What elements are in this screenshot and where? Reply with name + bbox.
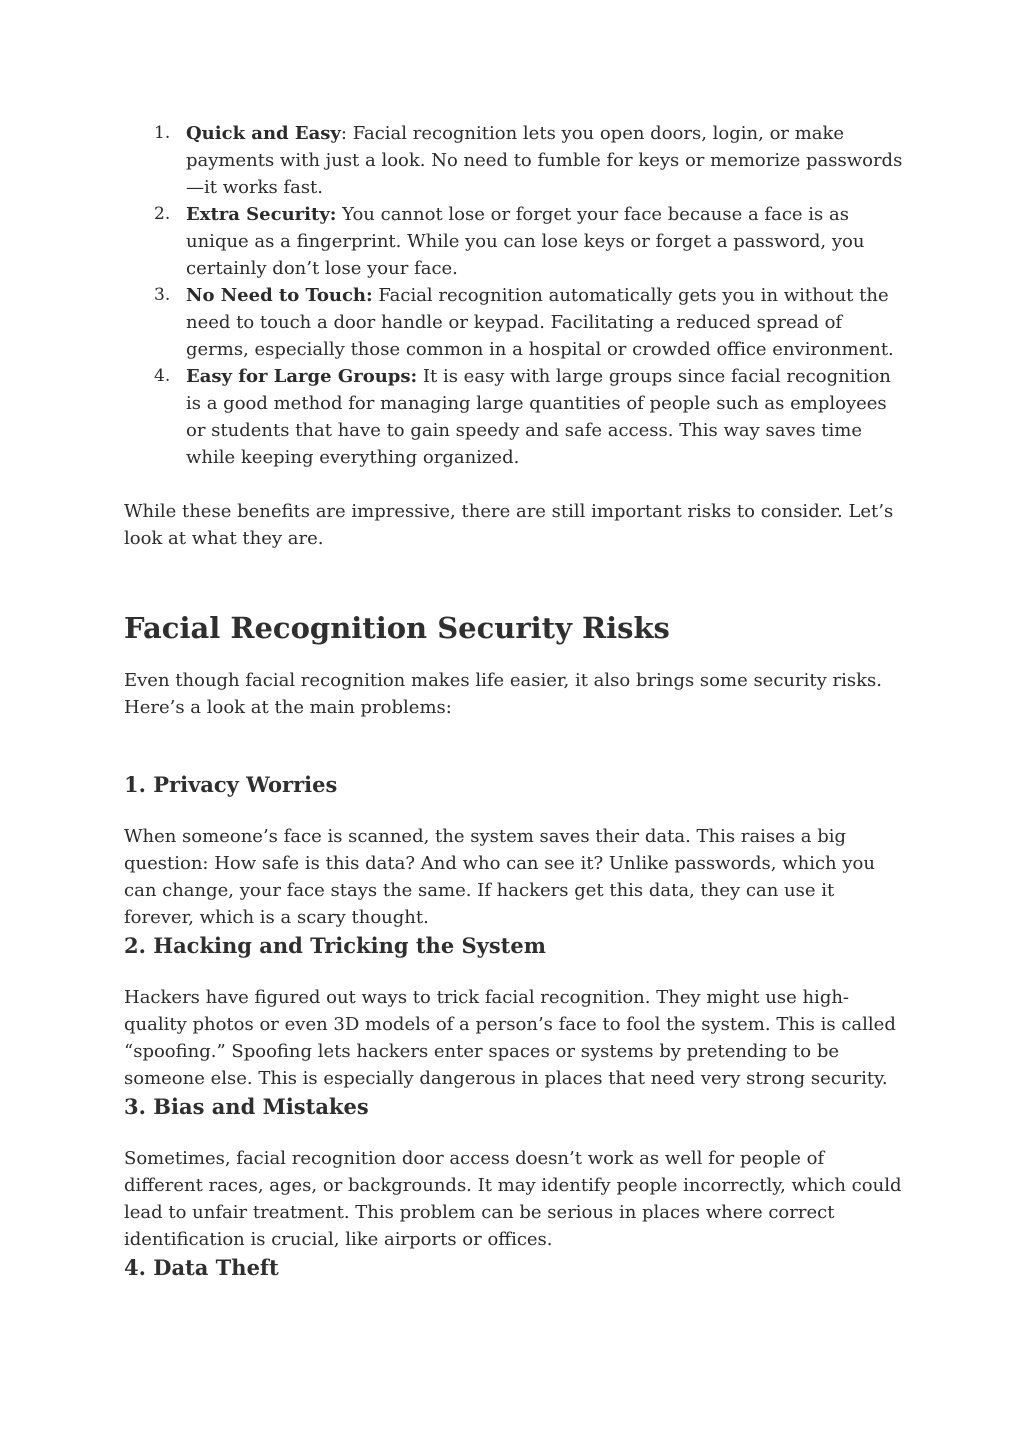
benefit-text: You cannot lose or forget your face because a face is as unique as a fingerprint. While you can lose keys or forget a password, you certainly don’t lose your face. bbox=[186, 204, 865, 279]
list-number: 3. bbox=[154, 285, 171, 305]
benefit-separator: : bbox=[340, 123, 347, 144]
benefits-list bbox=[124, 120, 904, 471]
benefit-title: Easy for Large Groups: bbox=[186, 366, 418, 387]
list-number: 1. bbox=[154, 123, 171, 143]
risks-heading: Facial Recognition Security Risks bbox=[124, 611, 670, 645]
risks-intro-paragraph: Even though facial recognition makes life easier, it also brings some security risks. Here’s a look at the main problems: bbox=[124, 670, 882, 718]
benefit-text: Facial recognition lets you open doors, login, or make payments with just a look. No need to fumble for keys or memorize passwords—it works fast. bbox=[186, 123, 903, 198]
benefit-text: It is easy with large groups since facial recognition is a good method for managing large quantities of people such as employees or students that have to gain speedy and safe access. This way saves time while keeping everything organized. bbox=[186, 366, 891, 468]
list-number: 2. bbox=[154, 204, 171, 224]
benefit-item-easy-for-large-groups bbox=[124, 363, 904, 471]
transition-paragraph: While these benefits are impressive, there are still important risks to consider. Let’s look at what they are. bbox=[124, 501, 894, 549]
list-number: 4. bbox=[154, 366, 171, 386]
section-body-hacking: Hackers have figured out ways to trick facial recognition. They might use high-quality photos or even 3D models of a person’s face to fool the system. This is called “spoofing.” Spoofing lets hackers enter spaces or systems by pretending to be someone else. This is especially dangerous in places that need very strong security. bbox=[124, 987, 896, 1089]
section-body-bias-and-mistakes: Sometimes, facial recognition door access doesn’t work as well for people of different races, ages, or backgrounds. It may identify people incorrectly, which could lead to unfair treatment. This problem can be serious in places where correct identification is crucial, like airports or offices. bbox=[124, 1148, 902, 1250]
benefit-title: Quick and Easy bbox=[186, 123, 341, 144]
section-heading-bias-and-mistakes: 3. Bias and Mistakes bbox=[124, 1094, 369, 1119]
benefit-title: No Need to Touch: bbox=[186, 285, 373, 306]
section-body-privacy-worries: When someone’s face is scanned, the system saves their data. This raises a big question: How safe is this data? And who can see it? Unlike passwords, which you can change, your face stays the same. If hackers get this data, they can use it forever, which is a scary thought. bbox=[124, 826, 875, 928]
benefit-text: Facial recognition automatically gets you in without the need to touch a door handle or keypad. Facilitating a reduced spread of germs, especially those common in a hospital or crowded office environment. bbox=[186, 285, 894, 360]
benefit-item-quick-and-easy bbox=[124, 120, 904, 201]
document-page bbox=[124, 120, 904, 1282]
section-heading-privacy-worries: 1. Privacy Worries bbox=[124, 772, 338, 797]
benefit-title: Extra Security: bbox=[186, 204, 337, 225]
benefit-item-no-need-to-touch bbox=[124, 282, 904, 363]
section-heading-hacking: 2. Hacking and Tricking the System bbox=[124, 933, 546, 958]
benefit-item-extra-security bbox=[124, 201, 904, 282]
section-heading-data-theft: 4. Data Theft bbox=[124, 1255, 279, 1280]
